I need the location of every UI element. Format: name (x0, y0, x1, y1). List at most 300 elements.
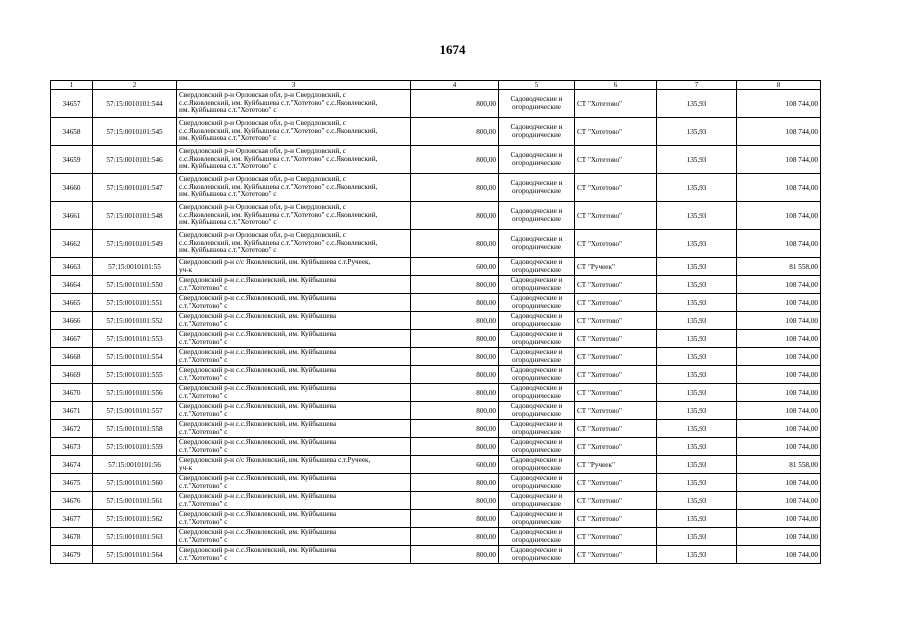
cell-land-use (499, 438, 575, 456)
land-use-line: Садоводческие и (510, 348, 563, 357)
address-line: им. Куйбышева с.т."Хотетово" с (179, 106, 277, 115)
land-use-line: огороднические (512, 553, 561, 562)
cell-land-use (499, 174, 575, 202)
cell-address (177, 90, 411, 118)
cell-cadastral-number: 57:15:0010101:564 (93, 546, 177, 564)
cell-address (177, 348, 411, 366)
cell-address (177, 438, 411, 456)
cell-organization: СТ "Хотетово" (575, 202, 657, 230)
address-line: Свердловский р-н с.с.Яковлевский, им. Куйбышева (179, 275, 337, 284)
cell-row-number: 34678 (51, 528, 93, 546)
land-use-line: огороднические (512, 427, 561, 436)
address-line: им. Куйбышева с.т."Хотетово" с (179, 162, 277, 171)
land-use-line: огороднические (512, 242, 561, 251)
address-line: с.т."Хотетово" с (179, 481, 228, 490)
cell-area: 800,00 (411, 474, 499, 492)
table-row (51, 348, 821, 366)
cell-total-value: 108 744,00 (737, 146, 821, 174)
address-line: Свердловский р-н с.с.Яковлевский, им. Куйбышева (179, 347, 337, 356)
cell-unit-price: 135,93 (657, 90, 737, 118)
cell-address (177, 366, 411, 384)
land-use-line: огороднические (512, 301, 561, 310)
cell-cadastral-number: 57:15:0010101:55 (93, 258, 177, 276)
land-use-line: Садоводческие и (510, 207, 563, 216)
cell-land-use (499, 90, 575, 118)
land-use-line: огороднические (512, 265, 561, 274)
land-use-line: огороднические (512, 186, 561, 195)
cell-unit-price: 135,93 (657, 402, 737, 420)
address-line: с.с.Яковлевский, им. Куйбышева с.т."Хотетово" с.с.Яковлевский, (179, 238, 378, 247)
cell-unit-price: 135,93 (657, 258, 737, 276)
cell-organization: СТ "Хотетово" (575, 510, 657, 528)
cell-area: 800,00 (411, 174, 499, 202)
cell-unit-price: 135,93 (657, 546, 737, 564)
cell-row-number: 34668 (51, 348, 93, 366)
address-line: Свердловский р-н Орловская обл, р-н Свердловский, с (179, 119, 346, 128)
cell-total-value: 108 744,00 (737, 510, 821, 528)
cell-total-value: 108 744,00 (737, 90, 821, 118)
address-line: Свердловский р-н Орловская обл, р-н Свердловский, с (179, 175, 346, 184)
address-line: с.т."Хотетово" с (179, 409, 228, 418)
col-header-4: 4 (411, 81, 499, 90)
cell-address (177, 528, 411, 546)
address-line: Свердловский р-н с.с.Яковлевский, им. Куйбышева (179, 509, 337, 518)
table-row (51, 230, 821, 258)
address-line: с.т."Хотетово" с (179, 445, 228, 454)
cell-unit-price: 135,93 (657, 438, 737, 456)
table-row (51, 528, 821, 546)
cell-unit-price: 135,93 (657, 420, 737, 438)
address-line: Свердловский р-н с.с.Яковлевский, им. Куйбышева (179, 491, 337, 500)
cell-land-use (499, 492, 575, 510)
address-line: Свердловский р-н с.с.Яковлевский, им. Куйбышева (179, 365, 337, 374)
cell-unit-price: 135,93 (657, 330, 737, 348)
registry-table (50, 80, 821, 564)
cell-land-use (499, 366, 575, 384)
cell-address (177, 118, 411, 146)
land-use-line: Садоводческие и (510, 312, 563, 321)
cell-land-use (499, 258, 575, 276)
cell-address (177, 174, 411, 202)
cell-land-use (499, 330, 575, 348)
cell-cadastral-number: 57:15:0010101:560 (93, 474, 177, 492)
cell-total-value: 108 744,00 (737, 294, 821, 312)
cell-address (177, 276, 411, 294)
address-line: с.т."Хотетово" с (179, 517, 228, 526)
land-use-line: огороднические (512, 130, 561, 139)
cell-organization: СТ "Хотетово" (575, 146, 657, 174)
cell-total-value: 81 558,00 (737, 258, 821, 276)
address-line: с.т."Хотетово" с (179, 319, 228, 328)
cell-cadastral-number: 57:15:0010101:56 (93, 456, 177, 474)
page-number: 1674 (439, 42, 466, 57)
cell-address (177, 492, 411, 510)
cell-row-number: 34679 (51, 546, 93, 564)
cell-unit-price: 135,93 (657, 230, 737, 258)
cell-area: 800,00 (411, 528, 499, 546)
cell-address (177, 402, 411, 420)
cell-organization: СТ "Ручеек" (575, 456, 657, 474)
table-row (51, 258, 821, 276)
cell-land-use (499, 474, 575, 492)
cell-row-number: 34663 (51, 258, 93, 276)
land-use-line: огороднические (512, 517, 561, 526)
cell-total-value: 108 744,00 (737, 174, 821, 202)
cell-cadastral-number: 57:15:0010101:544 (93, 90, 177, 118)
cell-area: 800,00 (411, 276, 499, 294)
cell-unit-price: 135,93 (657, 366, 737, 384)
cell-row-number: 34664 (51, 276, 93, 294)
cell-area: 800,00 (411, 230, 499, 258)
cell-row-number: 34670 (51, 384, 93, 402)
land-use-line: огороднические (512, 337, 561, 346)
land-use-line: Садоводческие и (510, 510, 563, 519)
land-use-line: Садоводческие и (510, 546, 563, 555)
address-line: с.т."Хотетово" с (179, 337, 228, 346)
cell-total-value: 108 744,00 (737, 492, 821, 510)
table-body (51, 90, 821, 564)
cell-cadastral-number: 57:15:0010101:545 (93, 118, 177, 146)
table-row (51, 402, 821, 420)
cell-address (177, 202, 411, 230)
table-row (51, 546, 821, 564)
address-line: им. Куйбышева с.т."Хотетово" с (179, 218, 277, 227)
address-line: Свердловский р-н с.с.Яковлевский, им. Куйбышева (179, 545, 337, 554)
cell-total-value: 108 744,00 (737, 230, 821, 258)
land-use-line: огороднические (512, 102, 561, 111)
cell-land-use (499, 312, 575, 330)
cell-row-number: 34666 (51, 312, 93, 330)
cell-row-number: 34672 (51, 420, 93, 438)
cell-cadastral-number: 57:15:0010101:546 (93, 146, 177, 174)
land-use-line: Садоводческие и (510, 258, 563, 267)
cell-organization: СТ "Хотетово" (575, 546, 657, 564)
land-use-line: Садоводческие и (510, 179, 563, 188)
cell-organization: СТ "Хотетово" (575, 402, 657, 420)
cell-row-number: 34658 (51, 118, 93, 146)
address-line: Свердловский р-н с.с.Яковлевский, им. Куйбышева (179, 293, 337, 302)
cell-cadastral-number: 57:15:0010101:556 (93, 384, 177, 402)
address-line: им. Куйбышева с.т."Хотетово" с (179, 134, 277, 143)
address-line: Свердловский р-н с.с.Яковлевский, им. Куйбышева (179, 437, 337, 446)
cell-organization: СТ "Хотетово" (575, 474, 657, 492)
cell-land-use (499, 384, 575, 402)
cell-area: 800,00 (411, 312, 499, 330)
cell-cadastral-number: 57:15:0010101:553 (93, 330, 177, 348)
land-use-line: Садоводческие и (510, 474, 563, 483)
cell-cadastral-number: 57:15:0010101:555 (93, 366, 177, 384)
address-line: уч-к (179, 265, 193, 274)
cell-organization: СТ "Хотетово" (575, 528, 657, 546)
col-header-6: 6 (575, 81, 657, 90)
table-row (51, 146, 821, 174)
cell-cadastral-number: 57:15:0010101:557 (93, 402, 177, 420)
header-row (51, 81, 821, 90)
address-line: с.с.Яковлевский, им. Куйбышева с.т."Хотетово" с.с.Яковлевский, (179, 126, 378, 135)
cell-area: 800,00 (411, 118, 499, 146)
cell-total-value: 108 744,00 (737, 438, 821, 456)
cell-organization: СТ "Хотетово" (575, 492, 657, 510)
cell-total-value: 108 744,00 (737, 312, 821, 330)
land-use-line: Садоводческие и (510, 330, 563, 339)
cell-land-use (499, 528, 575, 546)
cell-unit-price: 135,93 (657, 384, 737, 402)
address-line: Свердловский р-н с/с Яковлевский, им. Куйбышева с.т.Ручеек, (179, 455, 371, 464)
cell-total-value: 108 744,00 (737, 402, 821, 420)
cell-total-value: 108 744,00 (737, 528, 821, 546)
land-use-line: Садоводческие и (510, 276, 563, 285)
cell-land-use (499, 294, 575, 312)
cell-cadastral-number: 57:15:0010101:559 (93, 438, 177, 456)
table-row (51, 420, 821, 438)
land-use-line: огороднические (512, 373, 561, 382)
cell-organization: СТ "Хотетово" (575, 118, 657, 146)
cell-land-use (499, 230, 575, 258)
cell-unit-price: 135,93 (657, 276, 737, 294)
cell-address (177, 230, 411, 258)
cell-organization: СТ "Хотетово" (575, 294, 657, 312)
cell-address (177, 474, 411, 492)
cell-row-number: 34674 (51, 456, 93, 474)
table-row (51, 384, 821, 402)
cell-row-number: 34675 (51, 474, 93, 492)
table-row (51, 312, 821, 330)
table-row (51, 90, 821, 118)
cell-cadastral-number: 57:15:0010101:561 (93, 492, 177, 510)
land-use-line: огороднические (512, 283, 561, 292)
cell-area: 800,00 (411, 330, 499, 348)
cell-unit-price: 135,93 (657, 294, 737, 312)
cell-address (177, 384, 411, 402)
cell-total-value: 108 744,00 (737, 330, 821, 348)
land-use-line: Садоводческие и (510, 235, 563, 244)
cell-cadastral-number: 57:15:0010101:554 (93, 348, 177, 366)
address-line: с.с.Яковлевский, им. Куйбышева с.т."Хотетово" с.с.Яковлевский, (179, 98, 378, 107)
address-line: с.т."Хотетово" с (179, 391, 228, 400)
cell-organization: СТ "Ручеек" (575, 258, 657, 276)
land-use-line: Садоводческие и (510, 123, 563, 132)
table-row (51, 366, 821, 384)
land-use-line: огороднические (512, 499, 561, 508)
cell-total-value: 108 744,00 (737, 118, 821, 146)
land-use-line: Садоводческие и (510, 402, 563, 411)
cell-land-use (499, 420, 575, 438)
address-line: с.т."Хотетово" с (179, 427, 228, 436)
cell-total-value: 108 744,00 (737, 276, 821, 294)
cell-unit-price: 135,93 (657, 174, 737, 202)
address-line: Свердловский р-н с.с.Яковлевский, им. Куйбышева (179, 527, 337, 536)
address-line: Свердловский р-н с/с Яковлевский, им. Куйбышева с.т.Ручеек, (179, 257, 371, 266)
address-line: им. Куйбышева с.т."Хотетово" с (179, 246, 277, 255)
address-line: с.т."Хотетово" с (179, 553, 228, 562)
cell-total-value: 108 744,00 (737, 348, 821, 366)
cell-unit-price: 135,93 (657, 312, 737, 330)
col-header-1: 1 (51, 81, 93, 90)
address-line: Свердловский р-н Орловская обл, р-н Свердловский, с (179, 147, 346, 156)
cell-organization: СТ "Хотетово" (575, 90, 657, 118)
cell-row-number: 34671 (51, 402, 93, 420)
cell-row-number: 34665 (51, 294, 93, 312)
land-use-line: Садоводческие и (510, 384, 563, 393)
table-row (51, 174, 821, 202)
cell-area: 800,00 (411, 402, 499, 420)
land-use-line: огороднические (512, 391, 561, 400)
cell-address (177, 420, 411, 438)
cell-organization: СТ "Хотетово" (575, 366, 657, 384)
cell-organization: СТ "Хотетово" (575, 312, 657, 330)
cell-unit-price: 135,93 (657, 510, 737, 528)
land-use-line: огороднические (512, 535, 561, 544)
cell-cadastral-number: 57:15:0010101:558 (93, 420, 177, 438)
table-row (51, 330, 821, 348)
land-use-line: огороднические (512, 481, 561, 490)
address-line: Свердловский р-н с.с.Яковлевский, им. Куйбышева (179, 329, 337, 338)
table-row (51, 202, 821, 230)
cell-address (177, 456, 411, 474)
table-row (51, 438, 821, 456)
land-use-line: огороднические (512, 158, 561, 167)
cell-row-number: 34673 (51, 438, 93, 456)
cell-cadastral-number: 57:15:0010101:551 (93, 294, 177, 312)
cell-unit-price: 135,93 (657, 146, 737, 174)
cell-address (177, 510, 411, 528)
cell-cadastral-number: 57:15:0010101:547 (93, 174, 177, 202)
cell-total-value: 108 744,00 (737, 366, 821, 384)
address-line: Свердловский р-н Орловская обл, р-н Свердловский, с (179, 91, 346, 100)
address-line: уч-к (179, 463, 193, 472)
land-use-line: Садоводческие и (510, 151, 563, 160)
cell-cadastral-number: 57:15:0010101:550 (93, 276, 177, 294)
col-header-7: 7 (657, 81, 737, 90)
cell-address (177, 546, 411, 564)
land-use-line: Садоводческие и (510, 420, 563, 429)
cell-land-use (499, 276, 575, 294)
address-line: с.т."Хотетово" с (179, 499, 228, 508)
address-line: Свердловский р-н с.с.Яковлевский, им. Куйбышева (179, 401, 337, 410)
address-line: Свердловский р-н с.с.Яковлевский, им. Куйбышева (179, 473, 337, 482)
cell-row-number: 34662 (51, 230, 93, 258)
cell-land-use (499, 348, 575, 366)
address-line: с.с.Яковлевский, им. Куйбышева с.т."Хотетово" с.с.Яковлевский, (179, 210, 378, 219)
cell-unit-price: 135,93 (657, 474, 737, 492)
cell-area: 800,00 (411, 90, 499, 118)
cell-total-value: 108 744,00 (737, 474, 821, 492)
cell-unit-price: 135,93 (657, 202, 737, 230)
table-row (51, 118, 821, 146)
land-use-line: огороднические (512, 319, 561, 328)
cell-area: 800,00 (411, 202, 499, 230)
land-use-line: Садоводческие и (510, 438, 563, 447)
cell-unit-price: 135,93 (657, 528, 737, 546)
cell-row-number: 34660 (51, 174, 93, 202)
cell-row-number: 34676 (51, 492, 93, 510)
cell-address (177, 146, 411, 174)
land-use-line: Садоводческие и (510, 528, 563, 537)
cell-land-use (499, 402, 575, 420)
cell-unit-price: 135,93 (657, 348, 737, 366)
land-use-line: огороднические (512, 409, 561, 418)
cell-cadastral-number: 57:15:0010101:563 (93, 528, 177, 546)
col-header-3: 3 (177, 81, 411, 90)
cell-total-value: 81 558,00 (737, 456, 821, 474)
cell-organization: СТ "Хотетово" (575, 420, 657, 438)
cell-area: 800,00 (411, 492, 499, 510)
cell-land-use (499, 456, 575, 474)
table-row (51, 492, 821, 510)
cell-total-value: 108 744,00 (737, 384, 821, 402)
cell-area: 800,00 (411, 510, 499, 528)
cell-row-number: 34657 (51, 90, 93, 118)
table-row (51, 294, 821, 312)
cell-organization: СТ "Хотетово" (575, 438, 657, 456)
cell-organization: СТ "Хотетово" (575, 174, 657, 202)
cell-address (177, 258, 411, 276)
col-header-8: 8 (737, 81, 821, 90)
cell-cadastral-number: 57:15:0010101:552 (93, 312, 177, 330)
address-line: с.с.Яковлевский, им. Куйбышева с.т."Хотетово" с.с.Яковлевский, (179, 182, 378, 191)
cell-row-number: 34661 (51, 202, 93, 230)
cell-total-value: 108 744,00 (737, 202, 821, 230)
address-line: с.т."Хотетово" с (179, 283, 228, 292)
cell-total-value: 108 744,00 (737, 546, 821, 564)
table-row (51, 276, 821, 294)
land-use-line: огороднические (512, 463, 561, 472)
cell-cadastral-number: 57:15:0010101:549 (93, 230, 177, 258)
cell-address (177, 294, 411, 312)
col-header-5: 5 (499, 81, 575, 90)
cell-row-number: 34677 (51, 510, 93, 528)
address-line: Свердловский р-н Орловская обл, р-н Свердловский, с (179, 231, 346, 240)
address-line: с.т."Хотетово" с (179, 355, 228, 364)
cell-land-use (499, 510, 575, 528)
cell-cadastral-number: 57:15:0010101:562 (93, 510, 177, 528)
cell-total-value: 108 744,00 (737, 420, 821, 438)
address-line: с.т."Хотетово" с (179, 373, 228, 382)
address-line: Свердловский р-н с.с.Яковлевский, им. Куйбышева (179, 311, 337, 320)
cell-unit-price: 135,93 (657, 492, 737, 510)
cell-area: 600,00 (411, 456, 499, 474)
cell-row-number: 34667 (51, 330, 93, 348)
cell-area: 800,00 (411, 348, 499, 366)
cell-area: 800,00 (411, 146, 499, 174)
cell-unit-price: 135,93 (657, 118, 737, 146)
land-use-line: огороднические (512, 355, 561, 364)
table-row (51, 456, 821, 474)
land-use-line: Садоводческие и (510, 366, 563, 375)
land-use-line: Садоводческие и (510, 492, 563, 501)
address-line: Свердловский р-н с.с.Яковлевский, им. Куйбышева (179, 419, 337, 428)
land-use-line: Садоводческие и (510, 294, 563, 303)
cell-area: 600,00 (411, 258, 499, 276)
address-line: им. Куйбышева с.т."Хотетово" с (179, 190, 277, 199)
cell-row-number: 34669 (51, 366, 93, 384)
cell-area: 800,00 (411, 366, 499, 384)
table-row (51, 510, 821, 528)
land-use-line: Садоводческие и (510, 95, 563, 104)
cell-organization: СТ "Хотетово" (575, 230, 657, 258)
cell-organization: СТ "Хотетово" (575, 348, 657, 366)
cell-area: 800,00 (411, 420, 499, 438)
address-line: Свердловский р-н с.с.Яковлевский, им. Куйбышева (179, 383, 337, 392)
cell-area: 800,00 (411, 294, 499, 312)
table-row (51, 474, 821, 492)
cell-organization: СТ "Хотетово" (575, 276, 657, 294)
cell-row-number: 34659 (51, 146, 93, 174)
cell-address (177, 312, 411, 330)
cell-land-use (499, 546, 575, 564)
address-line: с.т."Хотетово" с (179, 535, 228, 544)
address-line: с.т."Хотетово" с (179, 301, 228, 310)
